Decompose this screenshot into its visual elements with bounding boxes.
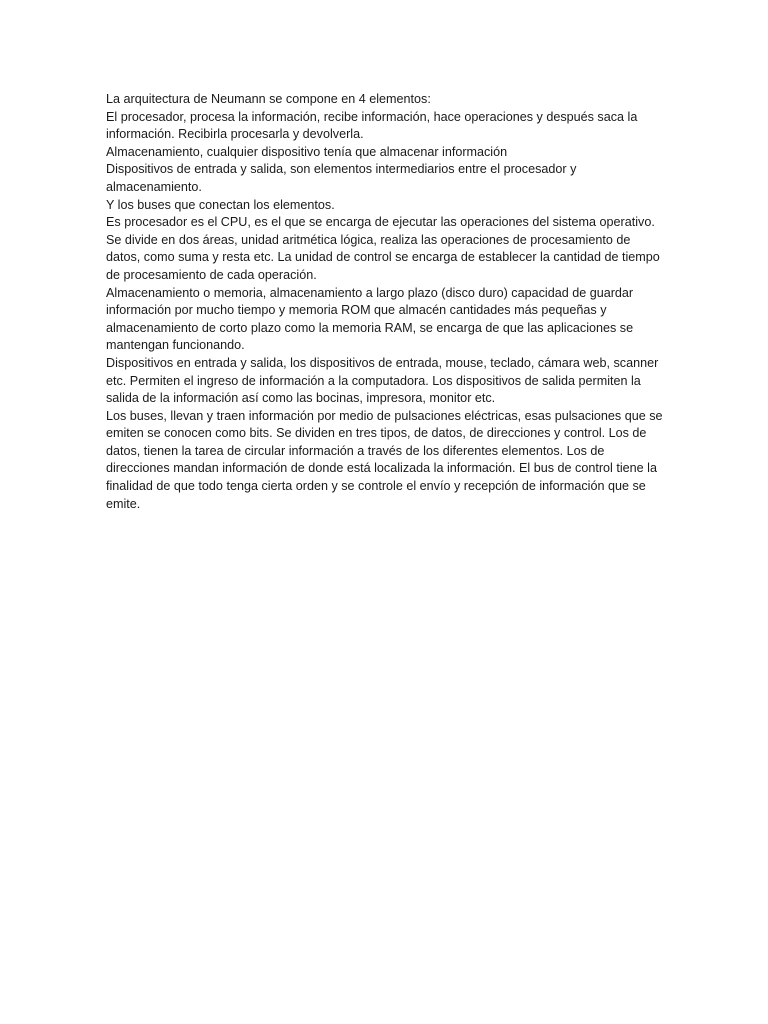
paragraph-buses-summary: Y los buses que conectan los elementos. [106, 197, 335, 212]
paragraph-processor-detail: Es procesador es el CPU, es el que se encarga de ejecutar las operaciones del sistema operativo. Se divide en dos áreas, unidad aritmética lógica, realiza las operaciones de procesamiento de datos, como suma y resta etc. La unidad de control se encarga de establecer la cantidad de tiempo de procesamiento de cada operación. [106, 215, 660, 282]
paragraph-memory-detail: Almacenamiento o memoria, almacenamiento a largo plazo (disco duro) capacidad de guardar información por mucho tiempo y memoria ROM que almacén cantidades más pequeñas y almacenamiento de corto plazo como la memoria RAM, se encarga de que las aplicaciones se mantengan funcionando. [106, 285, 634, 353]
paragraph-io-detail: Dispositivos en entrada y salida, los dispositivos de entrada, mouse, teclado, cámara web, scanner etc. Permiten el ingreso de información a la computadora. Los dispositivos de salida permiten la salida de la información así como las bocinas, impresora, monitor etc. [106, 355, 659, 406]
paragraph-buses-detail: Los buses, llevan y traen información por medio de pulsaciones eléctricas, esas pulsaciones que se emiten se conocen como bits. Se dividen en tres tipos, de datos, de direcciones y control. Los de datos, tienen la tarea de circular información a través de los diferentes elementos. Los de direcciones mandan información de donde está localizada la información. El bus de control tiene la finalidad de que todo tenga cierta orden y se controle el envío y recepción de información que se emite. [106, 408, 663, 511]
document-body [106, 91, 666, 513]
paragraph-io-summary: Dispositivos de entrada y salida, son elementos intermediarios entre el procesador y almacenamiento. [106, 162, 577, 194]
paragraph-storage-summary: Almacenamiento, cualquier dispositivo tenía que almacenar información [106, 144, 508, 159]
paragraph-processor-summary: El procesador, procesa la información, recibe información, hace operaciones y después saca la información. Recibirla procesarla y devolverla. [106, 109, 638, 142]
paragraph-intro: La arquitectura de Neumann se compone en 4 elementos: [106, 92, 431, 106]
